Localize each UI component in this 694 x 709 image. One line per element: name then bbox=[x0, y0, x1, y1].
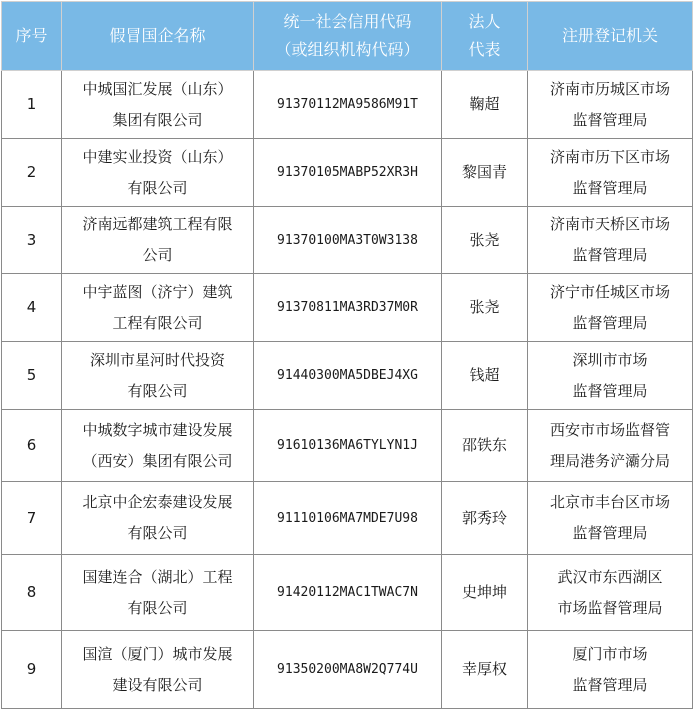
cell-no: 3 bbox=[2, 207, 62, 274]
cell-authority bbox=[528, 482, 693, 555]
cell-authority bbox=[528, 342, 693, 410]
cell-name bbox=[62, 274, 254, 342]
cell-code: 91370105MABP52XR3H bbox=[254, 139, 442, 207]
cell-rep: 钱超 bbox=[442, 342, 528, 410]
table-row bbox=[2, 482, 693, 555]
cell-name-line: 中城数字城市建设发展 bbox=[82, 420, 233, 439]
cell-authority-line: 济南市历城区市场 bbox=[549, 79, 670, 98]
cell-authority bbox=[528, 555, 693, 631]
header-code-line1: 统一社会信用代码 bbox=[283, 12, 412, 31]
cell-authority-line: 北京市丰台区市场 bbox=[549, 493, 670, 511]
cell-rep: 邵铁东 bbox=[442, 410, 528, 482]
cell-code: 91370811MA3RD37M0R bbox=[254, 274, 442, 342]
cell-authority bbox=[528, 207, 693, 274]
cell-authority-line: 市场监督管理局 bbox=[557, 598, 663, 617]
cell-code: 91110106MA7MDE7U98 bbox=[254, 482, 442, 555]
cell-name-line: 建设有限公司 bbox=[112, 675, 203, 694]
cell-name-line: 国建连合（湖北）工程 bbox=[82, 567, 233, 586]
cell-authority-line: 武汉市东西湖区 bbox=[557, 567, 663, 586]
cell-authority-line: 济南市天桥区市场 bbox=[549, 215, 670, 233]
cell-authority bbox=[528, 410, 693, 482]
table-row bbox=[2, 410, 693, 482]
header-rep-line1: 法人 bbox=[468, 12, 501, 31]
cell-no: 6 bbox=[2, 410, 62, 482]
cell-name bbox=[62, 410, 254, 482]
cell-rep: 张尧 bbox=[442, 207, 528, 274]
cell-name-line: 集团有限公司 bbox=[112, 110, 203, 129]
table-row bbox=[2, 342, 693, 410]
cell-name-line: 工程有限公司 bbox=[112, 313, 203, 332]
cell-authority-line: 监督管理局 bbox=[572, 246, 648, 264]
cell-name bbox=[62, 207, 254, 274]
fake-soe-table bbox=[1, 1, 693, 709]
header-no: 序号 bbox=[2, 2, 62, 71]
cell-authority-line: 厦门市市场 bbox=[572, 644, 648, 663]
cell-authority bbox=[528, 139, 693, 207]
cell-name-line: 有限公司 bbox=[127, 381, 188, 400]
cell-authority-line: 济宁市任城区市场 bbox=[549, 282, 670, 301]
cell-authority-line: 监督管理局 bbox=[572, 524, 648, 542]
cell-authority bbox=[528, 631, 693, 709]
cell-name-line: 国渲（厦门）城市发展 bbox=[82, 644, 233, 663]
cell-code: 91350200MA8W2Q774U bbox=[254, 631, 442, 709]
cell-no: 1 bbox=[2, 71, 62, 139]
cell-name-line: 中宇蓝图（济宁）建筑 bbox=[82, 282, 233, 301]
header-code bbox=[254, 2, 442, 71]
header-name: 假冒国企名称 bbox=[62, 2, 254, 71]
cell-name bbox=[62, 71, 254, 139]
cell-authority-line: 监督管理局 bbox=[572, 381, 648, 400]
cell-name-line: 有限公司 bbox=[127, 524, 188, 542]
cell-rep: 史坤坤 bbox=[442, 555, 528, 631]
table-row bbox=[2, 274, 693, 342]
cell-code: 91370112MA9586M91T bbox=[254, 71, 442, 139]
header-rep-line2: 代表 bbox=[468, 40, 501, 59]
cell-name bbox=[62, 482, 254, 555]
cell-no: 5 bbox=[2, 342, 62, 410]
cell-no: 8 bbox=[2, 555, 62, 631]
table-row bbox=[2, 555, 693, 631]
cell-authority bbox=[528, 71, 693, 139]
cell-authority-line: 西安市市场监督管 bbox=[549, 420, 670, 439]
cell-authority-line: 监督管理局 bbox=[572, 675, 648, 694]
cell-name-line: 中建实业投资（山东） bbox=[82, 147, 233, 166]
cell-name bbox=[62, 139, 254, 207]
cell-name bbox=[62, 342, 254, 410]
cell-rep: 幸厚权 bbox=[442, 631, 528, 709]
cell-rep: 鞠超 bbox=[442, 71, 528, 139]
cell-no: 4 bbox=[2, 274, 62, 342]
cell-name-line: 有限公司 bbox=[127, 598, 188, 617]
cell-authority-line: 监督管理局 bbox=[572, 178, 648, 197]
cell-name-line: （西安）集团有限公司 bbox=[82, 451, 233, 470]
table-row bbox=[2, 631, 693, 709]
table-row bbox=[2, 139, 693, 207]
cell-name-line: 深圳市星河时代投资 bbox=[89, 350, 225, 369]
cell-rep: 黎国青 bbox=[442, 139, 528, 207]
cell-authority bbox=[528, 274, 693, 342]
cell-rep: 张尧 bbox=[442, 274, 528, 342]
cell-authority-line: 深圳市市场 bbox=[572, 350, 648, 369]
cell-code: 91610136MA6TYLYN1J bbox=[254, 410, 442, 482]
cell-code: 91420112MAC1TWAC7N bbox=[254, 555, 442, 631]
cell-name-line: 济南远都建筑工程有限 bbox=[82, 215, 233, 233]
cell-name-line: 中城国汇发展（山东） bbox=[82, 79, 233, 98]
cell-name bbox=[62, 631, 254, 709]
cell-no: 2 bbox=[2, 139, 62, 207]
table-row bbox=[2, 71, 693, 139]
cell-authority-line: 监督管理局 bbox=[572, 110, 648, 129]
header-code-line2: （或组织机构代码） bbox=[275, 40, 420, 59]
table-row bbox=[2, 207, 693, 274]
cell-name-line: 公司 bbox=[142, 246, 173, 264]
cell-code: 91440300MA5DBEJ4XG bbox=[254, 342, 442, 410]
cell-authority-line: 理局港务浐灞分局 bbox=[549, 451, 670, 470]
cell-authority-line: 监督管理局 bbox=[572, 313, 648, 332]
cell-name bbox=[62, 555, 254, 631]
cell-no: 7 bbox=[2, 482, 62, 555]
cell-name-line: 北京中企宏泰建设发展 bbox=[82, 493, 233, 511]
cell-code: 91370100MA3T0W3138 bbox=[254, 207, 442, 274]
table-header-row bbox=[2, 2, 693, 71]
cell-authority-line: 济南市历下区市场 bbox=[549, 147, 670, 166]
cell-rep: 郭秀玲 bbox=[442, 482, 528, 555]
cell-no: 9 bbox=[2, 631, 62, 709]
cell-name-line: 有限公司 bbox=[127, 178, 188, 197]
header-rep bbox=[442, 2, 528, 71]
header-authority: 注册登记机关 bbox=[528, 2, 693, 71]
